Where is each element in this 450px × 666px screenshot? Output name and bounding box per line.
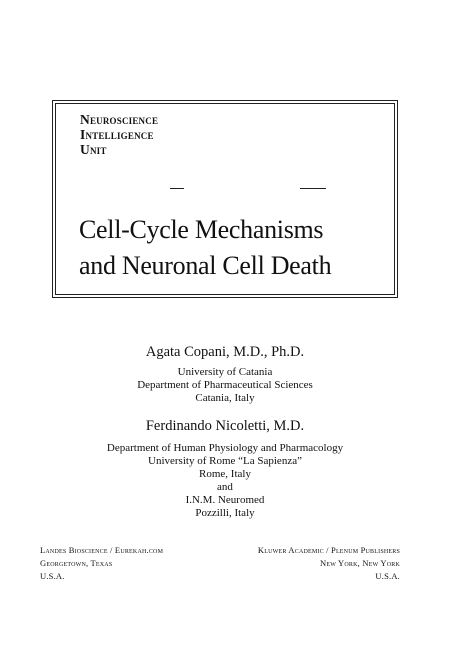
author-2-affiliation-6: Pozzilli, Italy [195,507,255,519]
author-2-affiliation-1: Department of Human Physiology and Pharmacology [106,442,344,454]
series-name [80,112,158,157]
author-1-affiliation-1: University of Catania [177,366,273,378]
frame-tick-top-left [170,100,184,101]
publisher-left-city: Georgetown, Texas [40,558,113,568]
author-1-name: Agata Copani, M.D., Ph.D. [145,344,305,360]
author-2-affiliation-5: I.N.M. Neuromed [185,494,265,506]
publisher-left-country: U.S.A. [40,571,65,581]
book-title [79,212,331,284]
series-line-3: Unit [80,142,107,157]
publisher-right-country: U.S.A. [375,571,400,581]
frame-tick-mid-right [300,188,326,189]
series-line-1: Neuroscience [80,112,159,127]
author-1-affiliation-3: Catania, Italy [195,392,255,404]
publisher-right-city: New York, New York [319,558,400,568]
author-2-name: Ferdinando Nicoletti, M.D. [145,418,305,434]
publisher-left [40,544,163,583]
author-2-affiliation-4: and [217,481,233,493]
series-line-2: Intelligence [80,127,154,142]
publisher-left-name: Landes Bioscience / Eurekah.com [40,545,164,555]
title-line-1: Cell-Cycle Mechanisms [79,215,324,244]
frame-tick-top-right [306,100,328,101]
author-1-affiliation-2: Department of Pharmaceutical Sciences [137,379,313,391]
frame-tick-mid-left [170,188,184,189]
publisher-right-name: Kluwer Academic / Plenum Publishers [257,545,400,555]
publisher-right [258,544,400,583]
author-2-affiliation-3: Rome, Italy [199,468,251,480]
author-2-affiliation-2: University of Rome “La Sapienza” [148,455,302,467]
title-line-2: and Neuronal Cell Death [79,251,332,280]
